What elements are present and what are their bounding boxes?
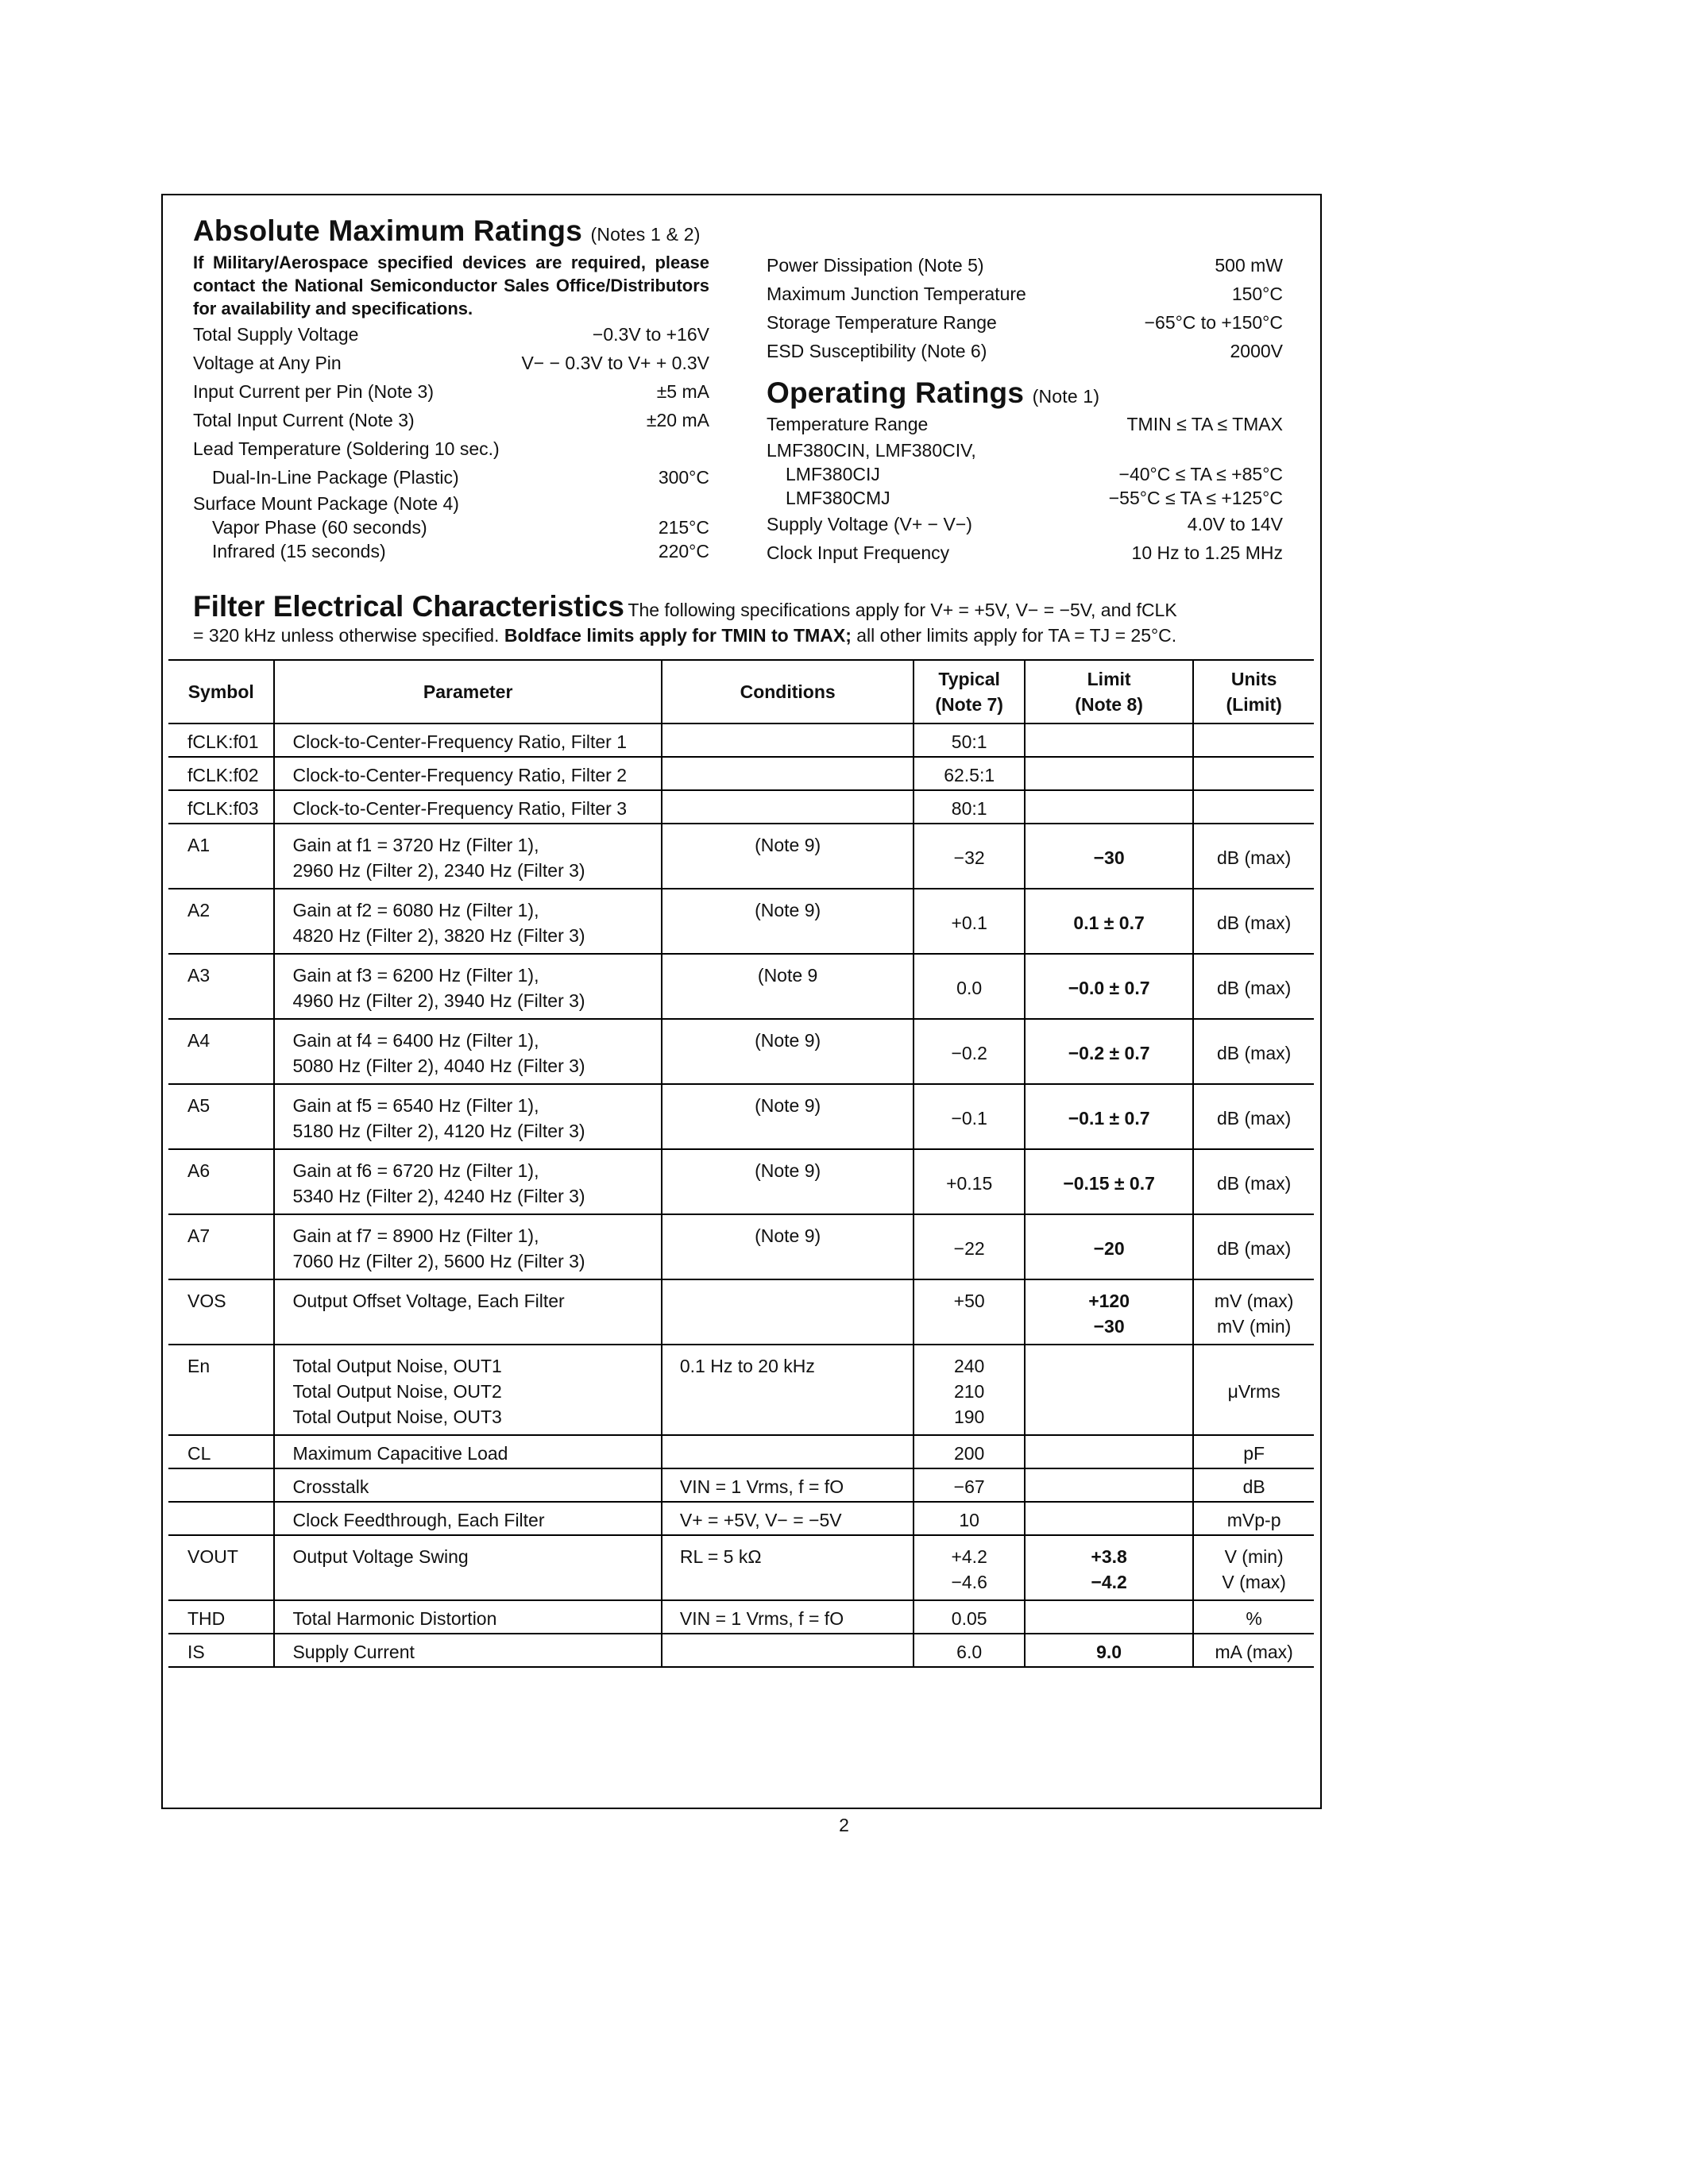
cell-typical: −67 (914, 1468, 1025, 1502)
cell-symbol (168, 1502, 274, 1535)
table-row (168, 1600, 1314, 1634)
amr-row: Total Supply Voltage −0.3V to +16V (193, 324, 709, 345)
cell-parameter: Gain at f6 = 6720 Hz (Filter 1), 5340 Hz (Filter 2), 4240 Hz (Filter 3) (274, 1149, 661, 1214)
cell-limit: 0.1 ± 0.7 (1025, 889, 1193, 954)
cell-parameter: Clock Feedthrough, Each Filter (274, 1502, 661, 1535)
table-row (168, 1149, 1314, 1214)
table-row (168, 824, 1314, 889)
cell-conditions: (Note 9) (662, 1214, 914, 1279)
cell-conditions: RL = 5 kΩ (662, 1535, 914, 1600)
spec-table (168, 659, 1314, 1668)
cell-conditions: VIN = 1 Vrms, f = fO (662, 1600, 914, 1634)
cell-typical: +0.15 (914, 1149, 1025, 1214)
amr-row: Infrared (15 seconds) 220°C (212, 541, 709, 561)
cell-typical: 6.0 (914, 1634, 1025, 1667)
cell-symbol: VOS (168, 1279, 274, 1345)
cell-limit (1025, 757, 1193, 790)
amr-row: Surface Mount Package (Note 4) (193, 493, 459, 514)
opr-title: Operating Ratings (767, 376, 1025, 409)
cell-units: dB (max) (1193, 1019, 1314, 1084)
opr-notes: (Note 1) (1032, 386, 1100, 407)
cell-limit: −0.1 ± 0.7 (1025, 1084, 1193, 1149)
cell-typical: +50 (914, 1279, 1025, 1345)
opr-row: Temperature Range TMIN ≤ TA ≤ TMAX (767, 414, 1283, 434)
opr-row: LMF380CIJ −40°C ≤ TA ≤ +85°C (786, 464, 1283, 484)
cell-conditions (662, 790, 914, 824)
cell-parameter: Gain at f1 = 3720 Hz (Filter 1), 2960 Hz (Filter 2), 2340 Hz (Filter 3) (274, 824, 661, 889)
cell-units: mA (max) (1193, 1634, 1314, 1667)
cell-limit (1025, 1600, 1193, 1634)
cell-symbol: IS (168, 1634, 274, 1667)
cell-parameter: Gain at f7 = 8900 Hz (Filter 1), 7060 Hz (Filter 2), 5600 Hz (Filter 3) (274, 1214, 661, 1279)
cell-symbol: THD (168, 1600, 274, 1634)
cell-units: pF (1193, 1435, 1314, 1468)
cell-parameter: Gain at f3 = 6200 Hz (Filter 1), 4960 Hz (Filter 2), 3940 Hz (Filter 3) (274, 954, 661, 1019)
cell-limit (1025, 1345, 1193, 1435)
cell-limit: +120 −30 (1025, 1279, 1193, 1345)
cell-conditions (662, 1435, 914, 1468)
cell-parameter: Gain at f2 = 6080 Hz (Filter 1), 4820 Hz (Filter 2), 3820 Hz (Filter 3) (274, 889, 661, 954)
cell-parameter: Clock-to-Center-Frequency Ratio, Filter 3 (274, 790, 661, 824)
table-row (168, 1435, 1314, 1468)
table-row (168, 1345, 1314, 1435)
cell-typical: −0.2 (914, 1019, 1025, 1084)
cell-parameter: Maximum Capacitive Load (274, 1435, 661, 1468)
cell-parameter: Gain at f4 = 6400 Hz (Filter 1), 5080 Hz (Filter 2), 4040 Hz (Filter 3) (274, 1019, 661, 1084)
fec-desc: The following specifications apply for V+ = +5V, V− = −5V, and fCLK (628, 600, 1177, 620)
cell-limit: −0.2 ± 0.7 (1025, 1019, 1193, 1084)
cell-units: dB (max) (1193, 1214, 1314, 1279)
cell-units (1193, 757, 1314, 790)
opr-row: Clock Input Frequency 10 Hz to 1.25 MHz (767, 542, 1283, 563)
amr-section (193, 214, 709, 563)
table-row (168, 954, 1314, 1019)
cell-typical: 62.5:1 (914, 757, 1025, 790)
cell-typical: 80:1 (914, 790, 1025, 824)
amr-title: Absolute Maximum Ratings (193, 214, 582, 247)
cell-conditions: (Note 9) (662, 889, 914, 954)
cell-parameter: Output Voltage Swing (274, 1535, 661, 1600)
cell-symbol: A7 (168, 1214, 274, 1279)
cell-limit (1025, 1435, 1193, 1468)
cell-typical: 200 (914, 1435, 1025, 1468)
amr-row: Vapor Phase (60 seconds) 215°C (212, 517, 709, 538)
military-notice: If Military/Aerospace specified devices are required, please contact the National Semiconductor Sales Office/Distributors for availability and specifications. (193, 253, 709, 318)
cell-typical: −0.1 (914, 1084, 1025, 1149)
fec-heading (193, 590, 1305, 646)
cell-parameter: Output Offset Voltage, Each Filter (274, 1279, 661, 1345)
table-row (168, 1502, 1314, 1535)
cell-conditions: (Note 9) (662, 824, 914, 889)
opr-row: LMF380CIN, LMF380CIV, (767, 440, 976, 461)
cell-limit (1025, 1502, 1193, 1535)
opr-row: Supply Voltage (V+ − V−) 4.0V to 14V (767, 514, 1283, 534)
cell-symbol: fCLK:f03 (168, 790, 274, 824)
cell-symbol: A1 (168, 824, 274, 889)
cell-typical: −32 (914, 824, 1025, 889)
cell-conditions: 0.1 Hz to 20 kHz (662, 1345, 914, 1435)
cell-units: V (min) V (max) (1193, 1535, 1314, 1600)
cell-symbol: En (168, 1345, 274, 1435)
amr-notes: (Notes 1 & 2) (590, 224, 701, 245)
fec-title: Filter Electrical Characteristics (193, 590, 624, 623)
cell-conditions (662, 723, 914, 757)
cell-conditions: (Note 9) (662, 1019, 914, 1084)
cell-typical: 0.0 (914, 954, 1025, 1019)
cell-units: μVrms (1193, 1345, 1314, 1435)
cell-parameter: Total Output Noise, OUT1 Total Output Noise, OUT2 Total Output Noise, OUT3 (274, 1345, 661, 1435)
table-row (168, 1468, 1314, 1502)
amr-row: Lead Temperature (Soldering 10 sec.) (193, 438, 500, 459)
cell-units: dB (1193, 1468, 1314, 1502)
cell-limit (1025, 790, 1193, 824)
table-row (168, 1019, 1314, 1084)
cell-typical: 0.05 (914, 1600, 1025, 1634)
cell-limit: 9.0 (1025, 1634, 1193, 1667)
amr-right-row: Maximum Junction Temperature 150°C (767, 284, 1283, 304)
fec-conditions: = 320 kHz unless otherwise specified. Boldface limits apply for TMIN to TMAX; all other limits apply for TA = TJ = 25°C. (193, 625, 1177, 646)
amr-row: Input Current per Pin (Note 3) ±5 mA (193, 381, 709, 402)
cell-conditions: (Note 9) (662, 1084, 914, 1149)
cell-limit: −20 (1025, 1214, 1193, 1279)
cell-limit: −0.15 ± 0.7 (1025, 1149, 1193, 1214)
cell-parameter: Clock-to-Center-Frequency Ratio, Filter 2 (274, 757, 661, 790)
table-row (168, 1279, 1314, 1345)
amr-heading (193, 214, 709, 248)
cell-units: dB (max) (1193, 824, 1314, 889)
cell-units: dB (max) (1193, 954, 1314, 1019)
cell-limit: +3.8 −4.2 (1025, 1535, 1193, 1600)
cell-parameter: Total Harmonic Distortion (274, 1600, 661, 1634)
amr-right-section (767, 251, 1283, 567)
amr-row: Voltage at Any Pin V− − 0.3V to V+ + 0.3V (193, 353, 709, 373)
table-header: Symbol Parameter Conditions Typical (Note 7) Limit (Note 8) Units (Limit) (168, 660, 1314, 723)
cell-typical: +4.2 −4.6 (914, 1535, 1025, 1600)
table-row (168, 1214, 1314, 1279)
table-row (168, 790, 1314, 824)
table-row (168, 1634, 1314, 1667)
cell-limit: −0.0 ± 0.7 (1025, 954, 1193, 1019)
amr-right-row: ESD Susceptibility (Note 6) 2000V (767, 341, 1283, 361)
cell-conditions: (Note 9 (662, 954, 914, 1019)
cell-conditions: VIN = 1 Vrms, f = fO (662, 1468, 914, 1502)
cell-typical: 10 (914, 1502, 1025, 1535)
amr-row: Dual-In-Line Package (Plastic) 300°C (212, 467, 709, 488)
opr-row: LMF380CMJ −55°C ≤ TA ≤ +125°C (786, 488, 1283, 508)
cell-symbol: A3 (168, 954, 274, 1019)
table-row (168, 757, 1314, 790)
cell-conditions: (Note 9) (662, 1149, 914, 1214)
cell-conditions (662, 1279, 914, 1345)
cell-parameter: Gain at f5 = 6540 Hz (Filter 1), 5180 Hz (Filter 2), 4120 Hz (Filter 3) (274, 1084, 661, 1149)
amr-right-row: Storage Temperature Range −65°C to +150°C (767, 312, 1283, 333)
cell-typical: −22 (914, 1214, 1025, 1279)
cell-units: mVp-p (1193, 1502, 1314, 1535)
cell-units: dB (max) (1193, 1084, 1314, 1149)
table-row (168, 889, 1314, 954)
cell-symbol: A2 (168, 889, 274, 954)
cell-units: mV (max) mV (min) (1193, 1279, 1314, 1345)
cell-conditions (662, 1634, 914, 1667)
cell-parameter: Clock-to-Center-Frequency Ratio, Filter 1 (274, 723, 661, 757)
cell-symbol: A4 (168, 1019, 274, 1084)
cell-parameter: Supply Current (274, 1634, 661, 1667)
cell-units: % (1193, 1600, 1314, 1634)
cell-symbol: fCLK:f01 (168, 723, 274, 757)
cell-limit (1025, 723, 1193, 757)
cell-limit (1025, 1468, 1193, 1502)
cell-typical: +0.1 (914, 889, 1025, 954)
page-number: 2 (839, 1815, 849, 1835)
amr-right-row: Power Dissipation (Note 5) 500 mW (767, 255, 1283, 276)
cell-symbol: A5 (168, 1084, 274, 1149)
table-row (168, 1535, 1314, 1600)
cell-symbol: VOUT (168, 1535, 274, 1600)
cell-conditions: V+ = +5V, V− = −5V (662, 1502, 914, 1535)
cell-typical: 50:1 (914, 723, 1025, 757)
cell-symbol: CL (168, 1435, 274, 1468)
cell-typical: 240 210 190 (914, 1345, 1025, 1435)
opr-heading (767, 376, 1283, 410)
cell-units: dB (max) (1193, 889, 1314, 954)
amr-row: Total Input Current (Note 3) ±20 mA (193, 410, 709, 430)
cell-symbol (168, 1468, 274, 1502)
cell-units (1193, 723, 1314, 757)
cell-units (1193, 790, 1314, 824)
cell-units: dB (max) (1193, 1149, 1314, 1214)
table-row (168, 723, 1314, 757)
cell-parameter: Crosstalk (274, 1468, 661, 1502)
cell-conditions (662, 757, 914, 790)
table-row (168, 1084, 1314, 1149)
cell-symbol: A6 (168, 1149, 274, 1214)
cell-symbol: fCLK:f02 (168, 757, 274, 790)
cell-limit: −30 (1025, 824, 1193, 889)
